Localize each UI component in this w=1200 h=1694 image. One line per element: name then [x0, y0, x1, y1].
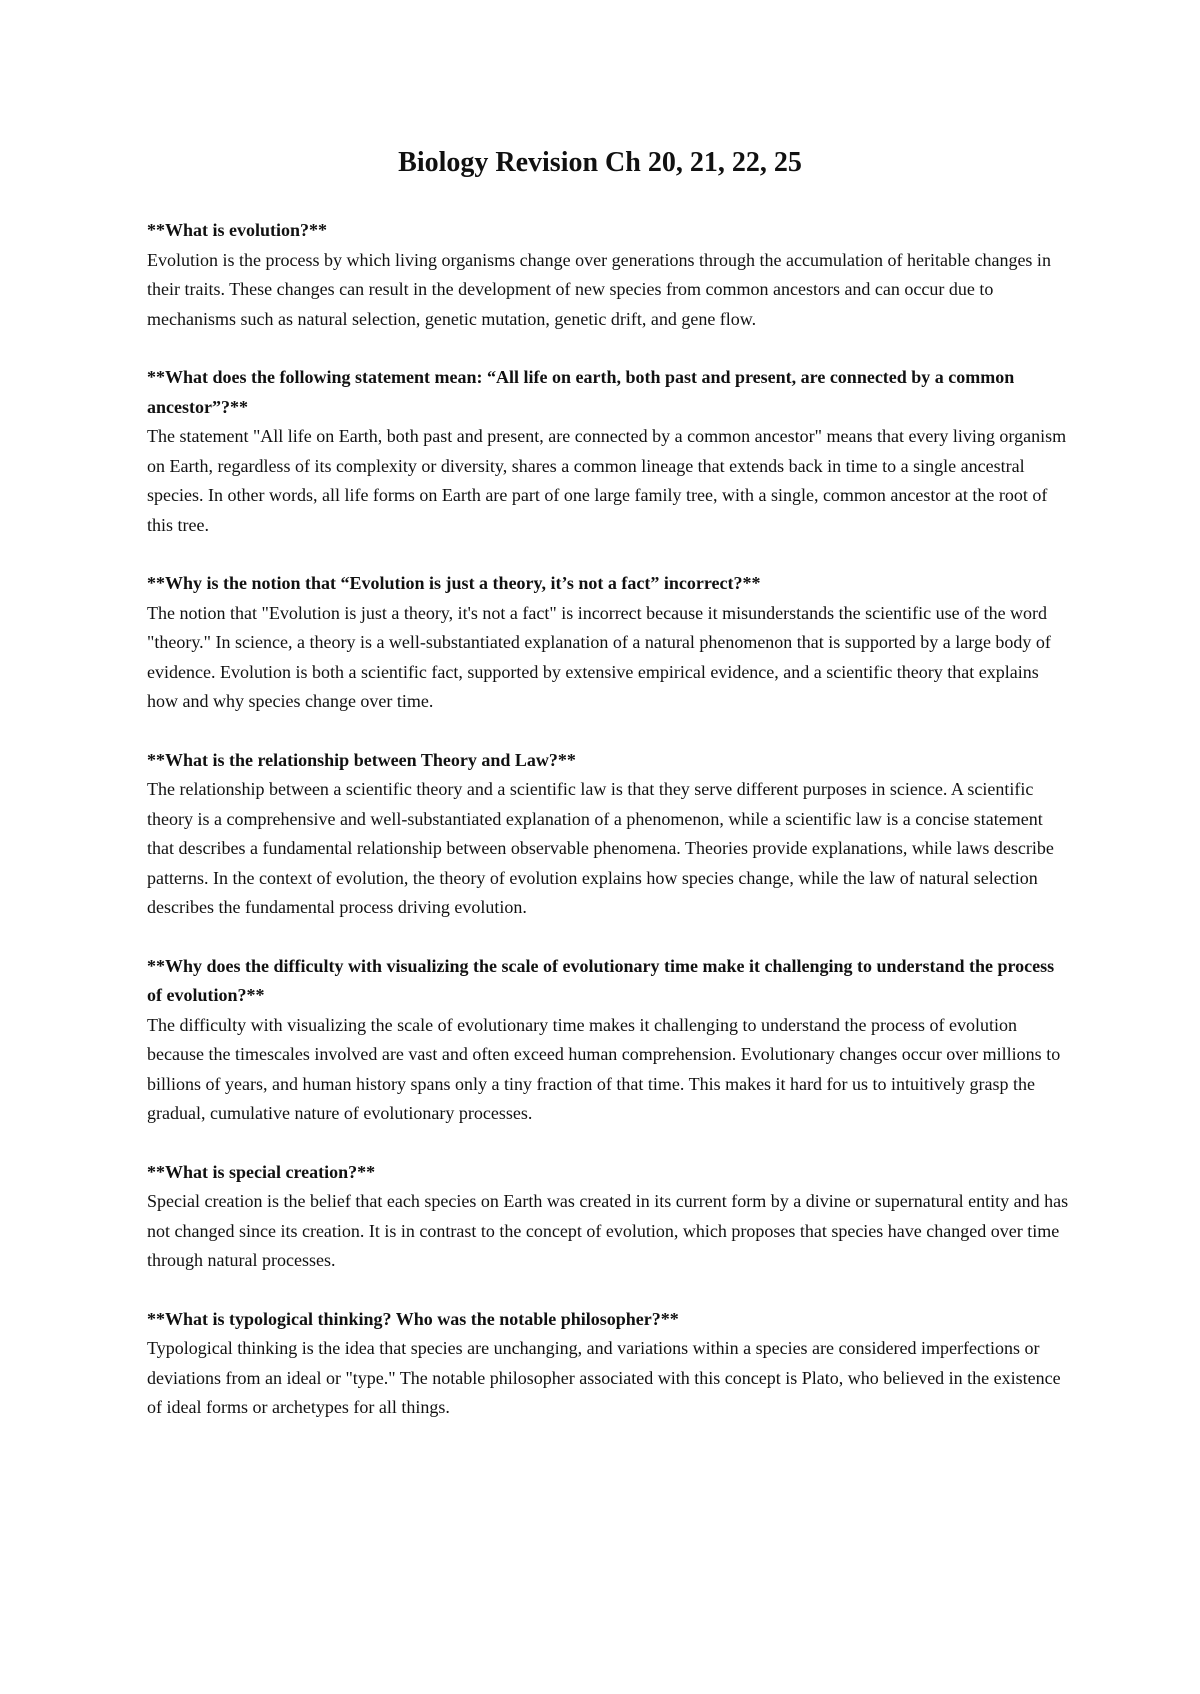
- qa-section: [147, 952, 1072, 1129]
- answer-paragraph: The difficulty with visualizing the scale of evolutionary time makes it challenging to understand the process of evolution because the timescales involved are vast and often exceed human comprehension. Evolutionary changes occur over millions to billions of years, and human history spans only a tiny fraction of that time. This makes it hard for us to intuitively grasp the gradual, cumulative nature of evolutionary processes.: [147, 1014, 1061, 1123]
- answer-paragraph: The relationship between a scientific theory and a scientific law is that they serve different purposes in science. A scientific theory is a comprehensive and well-substantiated explanation of a phenomenon, while a scientific law is a concise statement that describes a fundamental relationship between observable phenomena. Theories provide explanations, while laws describe patterns. In the context of evolution, the theory of evolution explains how species change, while the law of natural selection describes the fundamental process driving evolution.: [147, 779, 1054, 917]
- qa-section: [147, 1305, 1072, 1423]
- qa-section: [147, 363, 1072, 540]
- document-body: [147, 216, 1072, 1452]
- answer-paragraph: The notion that "Evolution is just a theory, it's not a fact" is incorrect because it misunderstands the scientific use of the word "theory." In science, a theory is a well-substantiated explanation of a natural phenomenon that is supported by a large body of evidence. Evolution is both a scientific fact, supported by extensive empirical evidence, and a scientific theory that explains how and why species change over time.: [147, 602, 1051, 711]
- page-title: Biology Revision Ch 20, 21, 22, 25: [398, 147, 802, 178]
- qa-section: [147, 746, 1072, 923]
- answer-paragraph: The statement "All life on Earth, both past and present, are connected by a common ancestor" means that every living organism on Earth, regardless of its complexity or diversity, shares a common lineage that extends back in time to a single ancestral species. In other words, all life forms on Earth are part of one large family tree, with a single, common ancestor at the root of this tree.: [147, 426, 1067, 535]
- qa-section: [147, 1158, 1072, 1276]
- qa-section: [147, 569, 1072, 717]
- question-heading: **Why does the difficulty with visualizing the scale of evolutionary time make it challenging to understand the process of evolution?**: [147, 955, 1055, 1005]
- question-heading: **What is special creation?**: [147, 1161, 376, 1182]
- answer-paragraph: Typological thinking is the idea that species are unchanging, and variations within a species are considered imperfections or deviations from an ideal or "type." The notable philosopher associated with this concept is Plato, who believed in the existence of ideal forms or archetypes for all things.: [147, 1338, 1061, 1417]
- question-heading: **What does the following statement mean: “All life on earth, both past and present, are connected by a common ancestor”?**: [147, 367, 1015, 417]
- question-heading: **What is evolution?**: [147, 220, 328, 240]
- question-heading: **What is the relationship between Theory and Law?**: [147, 749, 576, 770]
- answer-paragraph: Special creation is the belief that each species on Earth was created in its current form by a divine or supernatural entity and has not changed since its creation. It is in contrast to the concept of evolution, which proposes that species have changed over time through natural processes.: [147, 1191, 1069, 1270]
- answer-paragraph: Evolution is the process by which living organisms change over generations through the accumulation of heritable changes in their traits. These changes can result in the development of new species from common ancestors and can occur due to mechanisms such as natural selection, genetic mutation, genetic drift, and gene flow.: [147, 249, 1051, 329]
- question-heading: **What is typological thinking? Who was the notable philosopher?**: [147, 1308, 679, 1329]
- question-heading: **Why is the notion that “Evolution is just a theory, it’s not a fact” incorrect?**: [147, 573, 761, 593]
- qa-section: [147, 216, 1072, 334]
